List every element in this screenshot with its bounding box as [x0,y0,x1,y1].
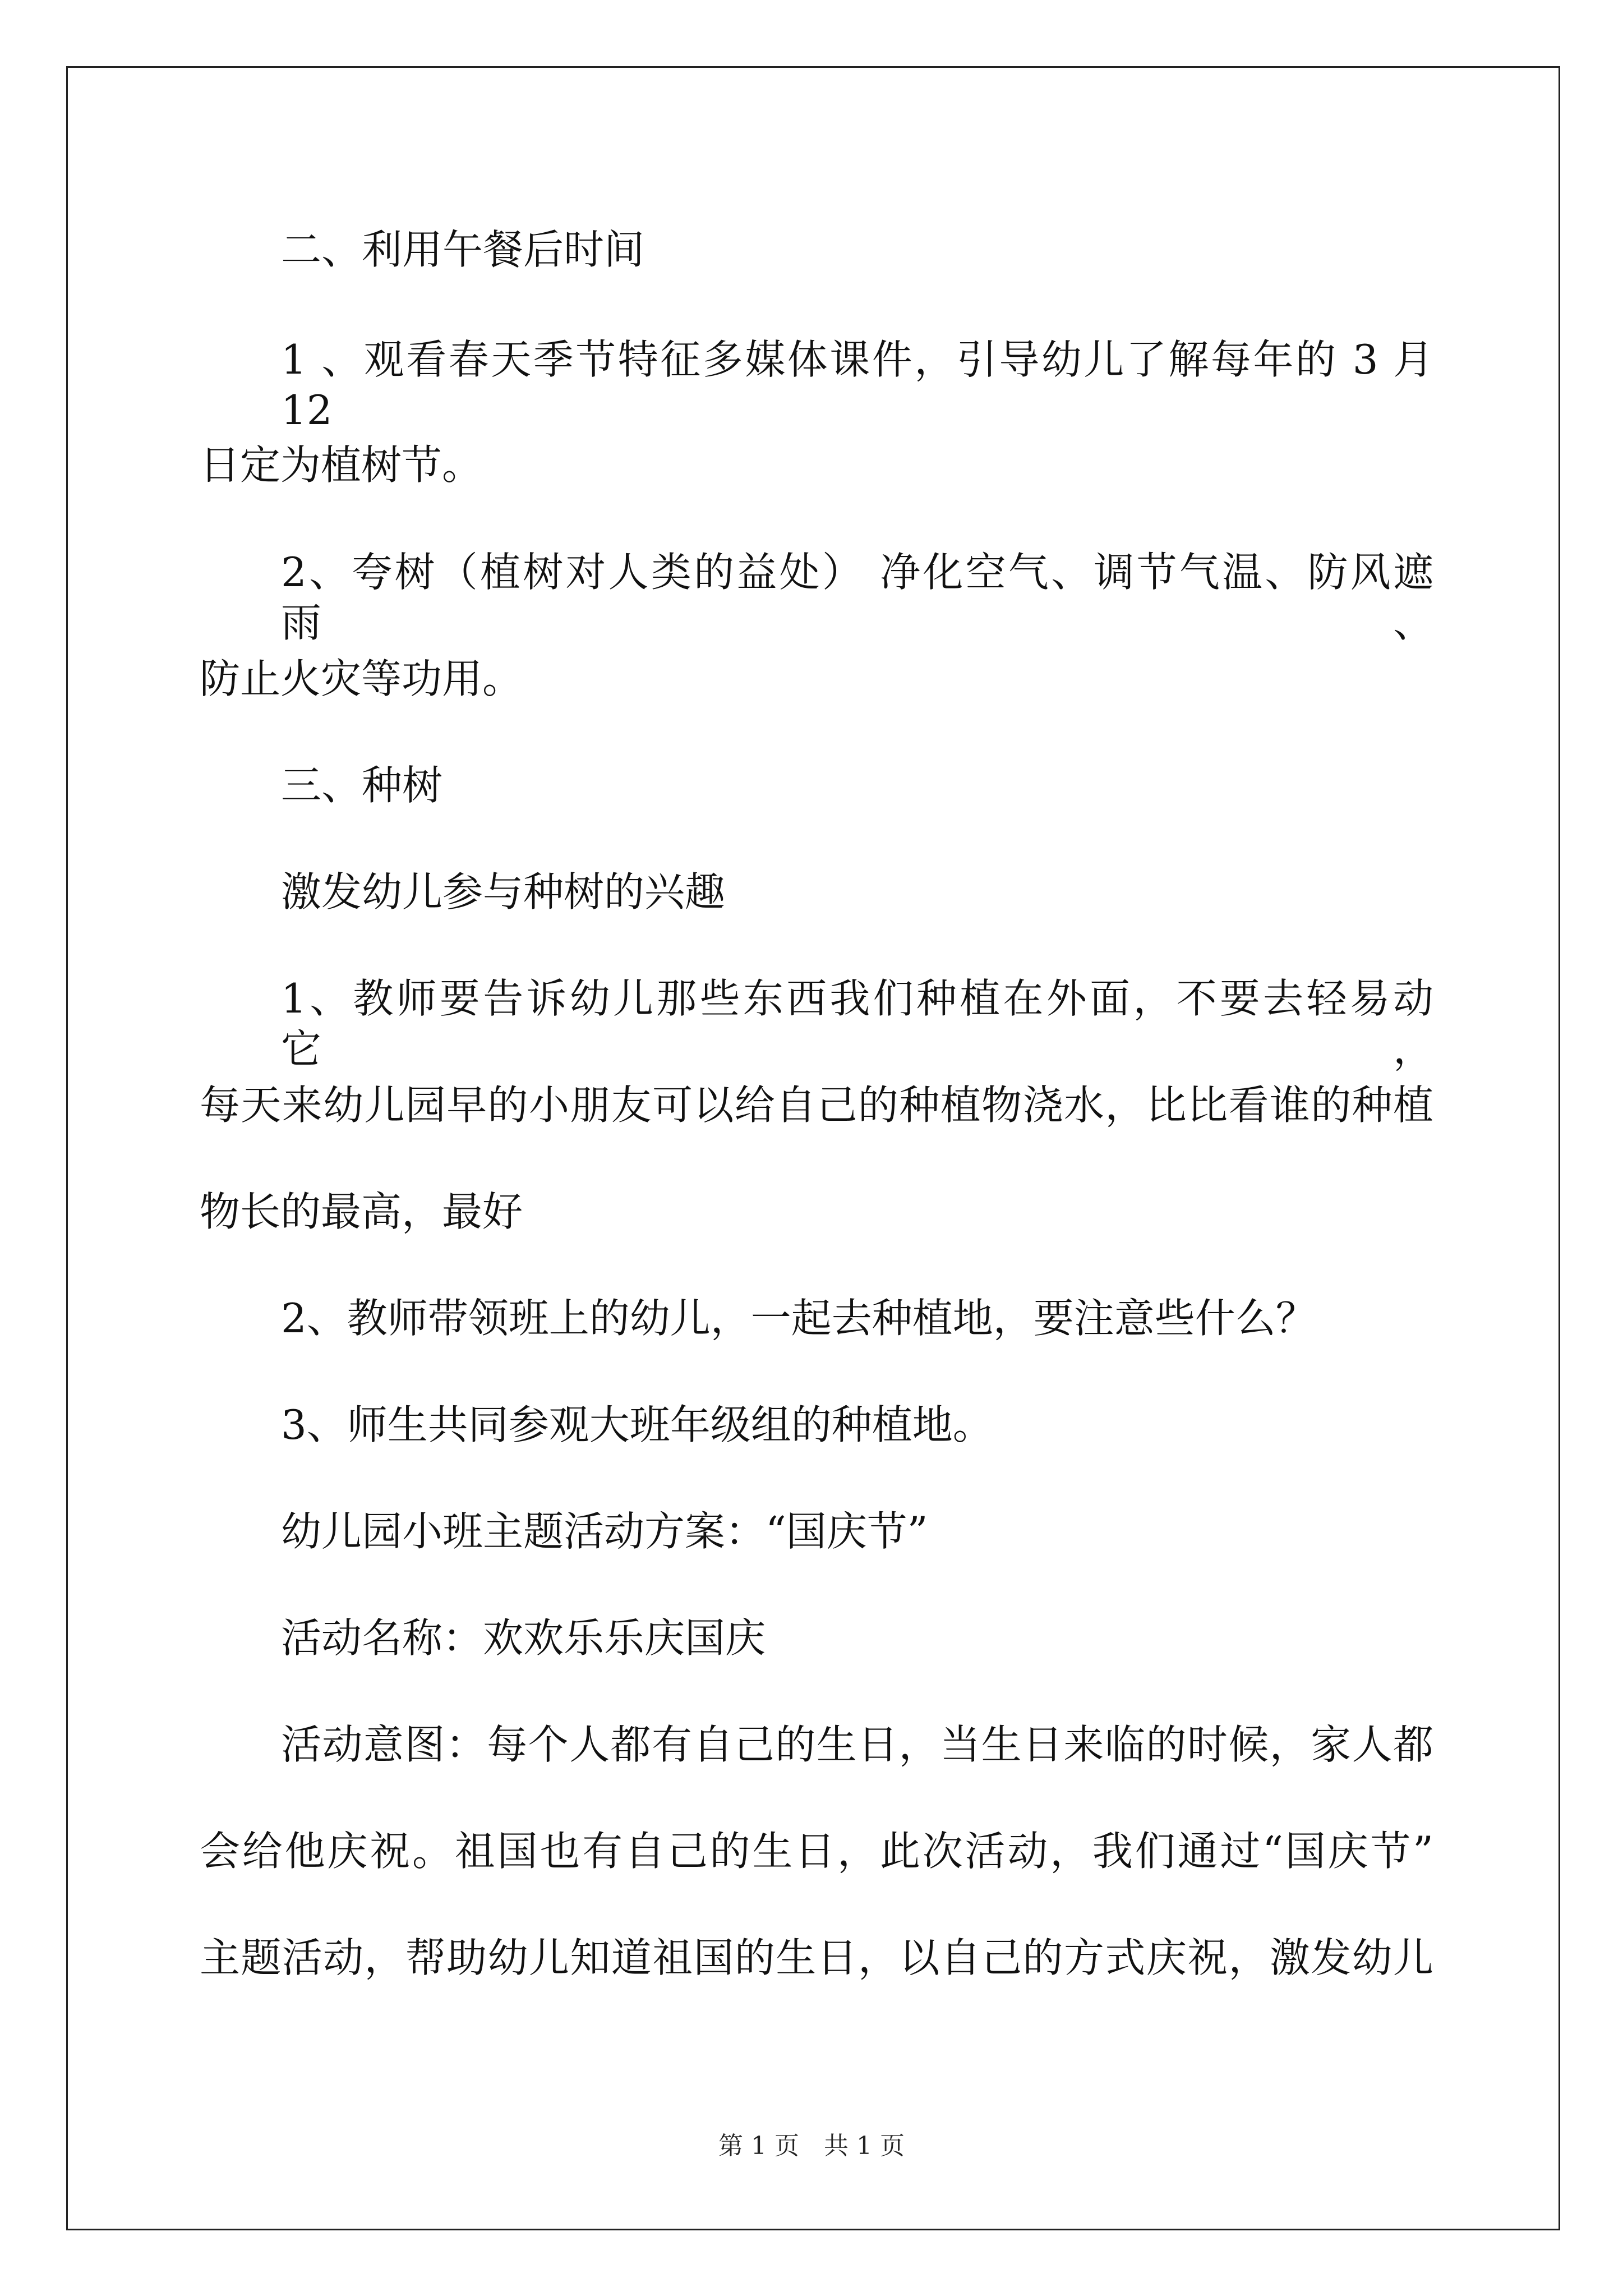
section-heading-plant: 三、种树 [281,762,443,809]
paragraph-line: 1 、观看春天季节特征多媒体课件，引导幼儿了解每年的 3 月 12 [281,336,1433,434]
paragraph-line: 主题活动，帮助幼儿知道祖国的生日，以自己的方式庆祝，激发幼儿 [200,1934,1433,1981]
paragraph-line: 活动名称：欢欢乐乐庆国庆 [281,1614,766,1662]
paragraph-line: 日定为植树节。 [200,441,483,489]
section-heading-national-day: 幼儿园小班主题活动方案：“国庆节” [281,1508,928,1555]
paragraph-line: 会给他庆祝。祖国也有自己的生日，此次活动，我们通过“国庆节” [200,1828,1433,1875]
section-heading-lunch: 二、利用午餐后时间 [281,226,645,273]
paragraph-line: 激发幼儿参与种树的兴趣 [281,868,726,915]
paragraph-line: 2、夸树（植树对人类的益处） 净化空气、调节气温、防风遮雨、 [281,549,1433,646]
paragraph-line: 2、教师带领班上的幼儿，一起去种植地，要注意些什么？ [281,1295,1316,1342]
paragraph-line: 3、师生共同参观大班年级组的种植地。 [281,1401,993,1448]
page-footer: 第 1 页 共 1 页 [718,2132,905,2160]
paragraph-line: 防止火灾等功用。 [200,655,523,702]
paragraph-line: 物长的最高，最好 [200,1188,523,1235]
paragraph-line: 活动意图：每个人都有自己的生日，当生日来临的时候，家人都 [281,1721,1433,1768]
paragraph-line: 每天来幼儿园早的小朋友可以给自己的种植物浇水，比比看谁的种植 [200,1082,1433,1129]
paragraph-line: 1、教师要告诉幼儿那些东西我们种植在外面，不要去轻易动它， [281,975,1433,1073]
